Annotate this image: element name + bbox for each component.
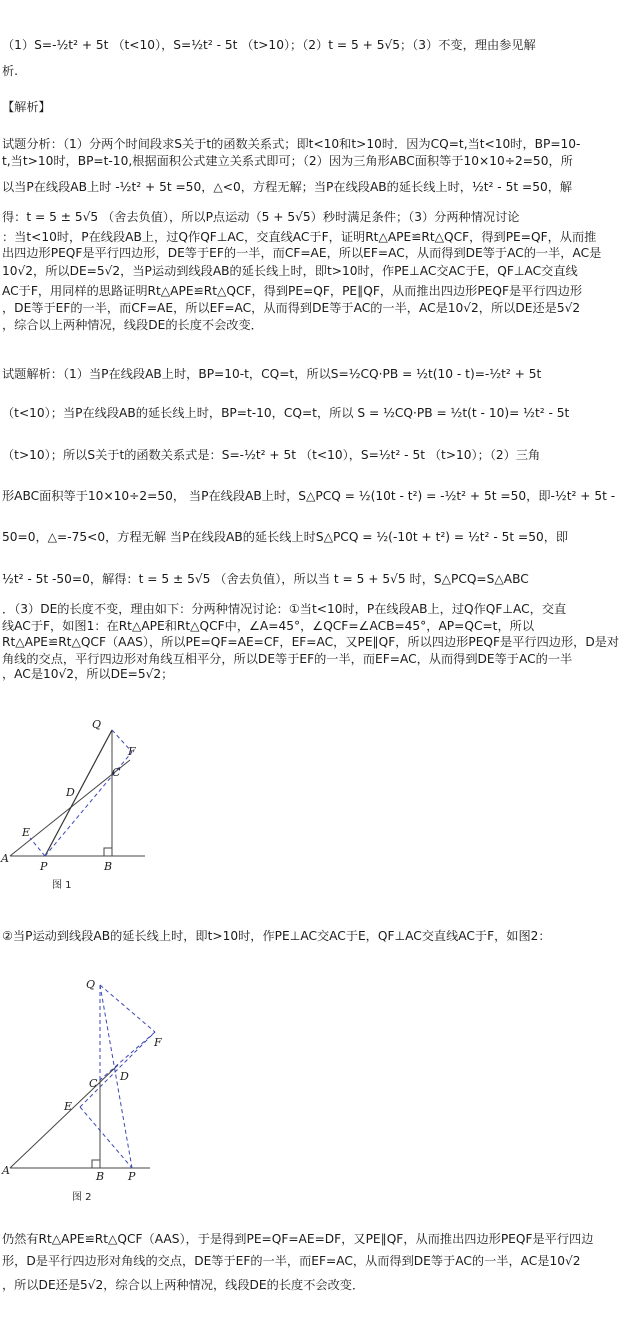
label-e: E bbox=[22, 826, 31, 839]
analysis-line: 出四边形PEQF是平行四边形，DE等于EF的一半，而CF=AE，所以EF=AC，从而得到DE等于AC的一半，AC是 bbox=[2, 246, 602, 260]
solution-line: （t>10）；所以S关于t的函数关系式是：S=-½t² + 5t （t<10），S=½t² - 5t （t>10）；（2）三角 bbox=[2, 448, 541, 462]
label-q: Q bbox=[92, 718, 102, 731]
solution-line: ½t² - 5t -50=0，解得：t = 5 ± 5√5 （舍去负值），所以当 t = 5 + 5√5 时，S△PCQ=S△ABC bbox=[2, 572, 529, 586]
line-ac bbox=[10, 1065, 118, 1168]
solution-line: 角线的交点，平行四边形对角线互相平分，所以DE等于EF的一半，而EF=AC，从而得到DE等于AC的一半 bbox=[2, 652, 573, 666]
figure-1 bbox=[0, 710, 160, 900]
right-angle-mark bbox=[92, 1160, 100, 1168]
analysis-line: 10√2，所以DE=5√2，当P运动到线段AB的延长线上时，即t>10时，作PE⊥AC交AC于E，QF⊥AC交直线 bbox=[2, 264, 578, 278]
figure-2 bbox=[0, 970, 180, 1210]
label-b: B bbox=[104, 860, 113, 873]
line-ef bbox=[80, 1032, 155, 1107]
section-heading: 【解析】 bbox=[2, 100, 51, 114]
analysis-line: ，综合以上两种情况，线段DE的长度不会改变． bbox=[2, 318, 263, 332]
label-q: Q bbox=[86, 978, 96, 991]
label-c: C bbox=[112, 766, 121, 779]
solution-line: （t<10）；当P在线段AB的延长线上时，BP=t-10，CQ=t，所以 S = ½CQ·PB = ½t(t - 10)= ½t² - 5t bbox=[2, 406, 570, 420]
line-pq bbox=[45, 730, 112, 856]
label-b: B bbox=[96, 1170, 105, 1183]
solution-line: 试题解析：（1）当P在线段AB上时，BP=10-t，CQ=t，所以S=½CQ·PB = ½t(10 - t)=-½t² + 5t bbox=[2, 367, 542, 381]
final-line: ，所以DE还是5√2，综合以上两种情况，线段DE的长度不会改变． bbox=[2, 1278, 365, 1292]
line-qf bbox=[100, 985, 155, 1032]
case2-line: ②当P运动到线段AB的延长线上时，即t>10时，作PE⊥AC交AC于E，QF⊥AC交直线AC于F，如图2： bbox=[2, 929, 551, 943]
analysis-line: 以当P在线段AB上时 -½t² + 5t =50，△<0，方程无解；当P在线段AB的延长线上时，½t² - 5t =50，解 bbox=[2, 180, 573, 194]
label-f: F bbox=[128, 745, 136, 758]
answer-line-1: （1）S=-½t² + 5t （t<10），S=½t² - 5t （t>10）；（2）t = 5 + 5√5；（3）不变，理由参见解 bbox=[2, 38, 536, 52]
final-line: 形，D是平行四边形对角线的交点，DE等于EF的一半，而EF=AC，从而得到DE等于AC的一半，AC是10√2 bbox=[2, 1254, 581, 1268]
solution-line: ．（3）DE的长度不变，理由如下：分两种情况讨论：①当t<10时，P在线段AB上，过Q作QF⊥AC，交直 bbox=[2, 602, 567, 616]
line-ep bbox=[80, 1107, 132, 1168]
figure-1-caption: 图 1 bbox=[52, 880, 72, 891]
solution-line: Rt△APE≌Rt△QCF（AAS），所以PE=QF=AE=CF，EF=AC，又PE∥QF，所以四边形PEQF是平行四边形，D是对 bbox=[2, 635, 620, 649]
figure-2-caption: 图 2 bbox=[72, 1192, 92, 1203]
right-angle-mark bbox=[104, 848, 112, 856]
solution-line: 50=0，△=-75<0，方程无解 当P在线段AB的延长线上时S△PCQ = ½(-10t + t²) = ½t² - 5t =50，即 bbox=[2, 530, 569, 544]
solution-line: 线AC于F，如图1：在Rt△APE和Rt△QCF中，∠A=45°，∠QCF=∠ACB=45°，AP=QC=t，所以 bbox=[2, 619, 535, 633]
analysis-line: ，DE等于EF的一半，而CF=AE，所以EF=AC，从而得到DE等于AC的一半，AC是10√2，所以DE还是5√2 bbox=[2, 301, 581, 315]
final-line: 仍然有Rt△APE≌Rt△QCF（AAS），于是得到PE=QF=AE=DF，又PE∥QF，从而推出四边形PEQF是平行四边 bbox=[2, 1232, 594, 1246]
analysis-line: t,当t>10时，BP=t-10,根据面积公式建立关系式即可；（2）因为三角形ABC面积等于10×10÷2=50，所 bbox=[2, 154, 573, 168]
analysis-line: 试题分析：（1）分两个时间段求S关于t的函数关系式；即t<10和t>10时．因为CQ=t,当t<10时，BP=10- bbox=[2, 137, 581, 151]
analysis-line: ：当t<10时，P在线段AB上，过Q作QF⊥AC，交直线AC于F，证明Rt△APE≌Rt△QCF，得到PE=QF，从而推 bbox=[2, 230, 597, 244]
label-e: E bbox=[64, 1100, 73, 1113]
analysis-line: 得：t = 5 ± 5√5 （舍去负值），所以P点运动（5 + 5√5）秒时满足条件；（3）分两种情况讨论 bbox=[2, 210, 520, 224]
label-a: A bbox=[1, 852, 9, 865]
label-f: F bbox=[154, 1036, 162, 1049]
label-d: D bbox=[66, 786, 75, 799]
analysis-line: AC于F，用同样的思路证明Rt△APE≌Rt△QCF，得到PE=QF，PE∥QF，从而推出四边形PEQF是平行四边形 bbox=[2, 284, 583, 298]
label-a: A bbox=[2, 1164, 10, 1177]
solution-line: ，AC是10√2，所以DE=5√2； bbox=[2, 667, 174, 681]
answer-line-2: 析. bbox=[2, 64, 19, 78]
label-d: D bbox=[120, 1070, 129, 1083]
label-p: P bbox=[128, 1170, 136, 1183]
label-p: P bbox=[40, 860, 48, 873]
solution-line: 形ABC面积等于10×10÷2=50， 当P在线段AB上时，S△PCQ = ½(10t - t²) = -½t² + 5t =50，即-½t² + 5t - bbox=[2, 489, 616, 503]
label-c: C bbox=[89, 1077, 98, 1090]
line-pe bbox=[30, 838, 45, 856]
